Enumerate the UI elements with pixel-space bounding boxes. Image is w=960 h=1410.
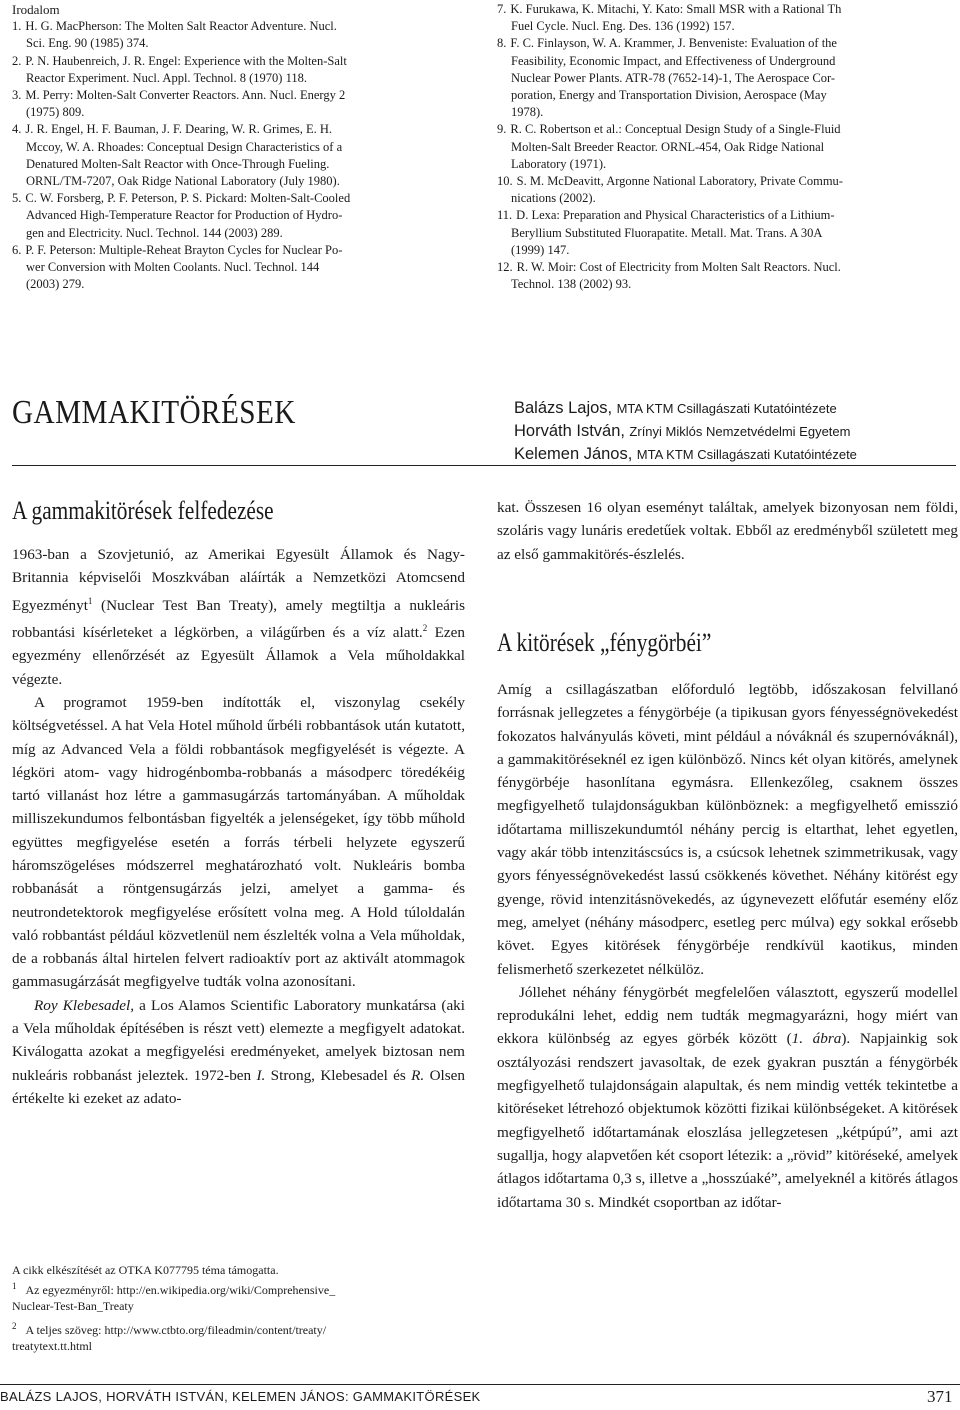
reference-item: [497, 121, 957, 173]
reference-text: Beryllium Substituted Fluorapatite. Metall. Mat. Trans. A 30A: [511, 225, 823, 240]
page-number: 371: [927, 1387, 953, 1406]
reference-item: [12, 18, 464, 52]
reference-number: 12.: [497, 260, 513, 275]
left-column-body: [12, 543, 465, 1110]
reference-text: F. C. Finlayson, W. A. Krammer, J. Benveniste: Evaluation of the: [510, 36, 837, 51]
reference-item: [12, 242, 464, 294]
reference-item: [497, 35, 957, 121]
reference-number: 3.: [12, 88, 22, 103]
reference-text: D. Lexa: Preparation and Physical Characteristics of a Lithium-: [516, 208, 835, 223]
footnotes: [12, 1262, 465, 1354]
reference-number: 4.: [12, 122, 22, 137]
reference-text: 1978).: [511, 105, 544, 120]
reference-text: (2003) 279.: [26, 277, 85, 292]
reference-text: R. C. Robertson et al.: Conceptual Design Study of a Single-Fluid: [510, 122, 841, 137]
reference-text: S. M. McDeavitt, Argonne National Laboratory, Private Commu-: [516, 174, 843, 189]
reference-number: 8.: [497, 36, 507, 51]
paragraph: Roy Klebesadel, a Los Alamos Scientific Laboratory munkatársa (aki a Vela műholdak építésében is részt vett) elemezte a megfigyelt adatokat. Kiválogatta azokat a megfigyelési eredményeket, amelyek biztosan nem nukleáris robbanást jeleztek. 1972-ben I. Strong, Klebesadel és R. Olsen értékelte ki ezeket az adato-: [12, 996, 465, 1107]
references-right: [497, 1, 957, 293]
footnote-1: $^1$ Az egyezményről: http://en.wikipedia.org/wiki/Comprehensive_: [12, 1281, 336, 1297]
reference-text: poration, Energy and Transportation Division, Aerospace (May: [511, 88, 827, 103]
reference-number: 2.: [12, 53, 22, 68]
footnote-ref-2[interactable]: 2: [422, 622, 428, 633]
reference-text: (1999) 147.: [511, 242, 570, 257]
footnote-2-cont: treatytext.tt.html: [12, 1339, 92, 1353]
reference-item: [497, 207, 957, 259]
reference-text: C. W. Forsberg, P. F. Peterson, P. S. Pickard: Molten-Salt-Cooled: [25, 191, 351, 206]
reference-number: 11.: [497, 208, 513, 223]
reference-number: 9.: [497, 122, 507, 137]
reference-text: H. G. MacPherson: The Molten Salt Reactor Adventure. Nucl.: [25, 19, 337, 34]
reference-text: P. N. Haubenreich, J. R. Engel: Experience with the Molten-Salt: [25, 53, 347, 68]
reference-text: K. Furukawa, K. Mitachi, Y. Kato: Small MSR with a Rational Th: [510, 2, 842, 16]
reference-text: wer Conversion with Molten Coolants. Nucl. Technol. 144: [26, 260, 320, 275]
footnote-funding: A cikk elkészítését az OTKA K077795 téma támogatta.: [12, 1263, 279, 1277]
reference-text: Technol. 138 (2002) 93.: [511, 277, 632, 292]
reference-text: Denatured Molten-Salt Reactor with Once-Through Fueling.: [26, 156, 330, 171]
reference-item: [12, 121, 464, 190]
reference-text: gen and Electricity. Nucl. Technol. 144 (2003) 289.: [26, 225, 283, 240]
reference-item: [497, 1, 957, 35]
reference-item: [12, 190, 464, 242]
reference-text: P. F. Peterson: Multiple-Reheat Brayton Cycles for Nuclear Po-: [25, 242, 343, 257]
paragraph: 1963-ban a Szovjetunió, az Amerikai Egyesült Államok és Nagy-Britannia képviselői Moszkvában aláírták a Nemzetközi Atomcsend Egyezményt$^1$ (Nuclear Test Ban Treaty), amely megtiltja a nukleáris robbantási kísérleteket a légkörben, a világűrben és a víz alatt.$^2$ Ezen egyezmény ellenőrzését az Egyesült Államok a Vela műholdakkal végezte.: [12, 546, 465, 688]
footnote-2: $^2$ A teljes szöveg: http://www.ctbto.org/fileadmin/content/treaty/: [12, 1321, 327, 1337]
reference-text: J. R. Engel, H. F. Bauman, J. F. Dearing, W. R. Grimes, E. H.: [25, 122, 333, 137]
references-heading: Irodalom: [12, 2, 60, 17]
reference-text: Feasibility, Economic Impact, and Effectiveness of Underground: [511, 53, 836, 68]
authors-block: [514, 397, 857, 466]
reference-number: 5.: [12, 191, 22, 206]
article-title: GAMMAKITÖRÉSEK: [12, 394, 296, 431]
reference-text: Laboratory (1971).: [511, 156, 607, 171]
footer-rule: [0, 1384, 960, 1385]
reference-text: Mccoy, W. A. Rhoades: Conceptual Design Characteristics of a: [26, 139, 343, 154]
footnote-ref-1[interactable]: 1: [87, 595, 93, 606]
paragraph: Amíg a csillagászatban előforduló legtöbb, időszakosan felvillanó forrásnak jellegzetes a fénygörbéje (a tipikusan gyors fényességnövekedést fokozatos halványulás követi, mint például a nóváknál és szupernóváknál), a gammakitöréseknél ez igen különböző. Nincs két olyan kitörés, amelynek fénygörbéje hasonlítana egymásra. Ellenkezőleg, csaknem összes megfigyelhető tulajdonságukban különböznek: a megfigyelhető emisszió időtartama milliszekundumtól néhány percig is eltarthat, lehet egyetlen, vagy akár több intenzitáscsúcs is, a csúcsok lehetnek szimmetrikusak, vagy gyors fényességnövekedést lassú csökkenés követhet. Néhány kitörést egy gyenge, rövid intenzitásnövekedés, az úgynevezett előfutár esemény előz meg, amelyet (néhány másodperc, esetleg perc múlva) egy sokkal erősebb követ. Egyes kitörések fénygörbéje rendkívül kaotikus, minden felismerhető szerkezetet nélkülöz.: [497, 681, 958, 978]
reference-text: R. W. Moir: Cost of Electricity from Molten Salt Reactors. Nucl.: [516, 260, 841, 275]
right-column-body: [497, 678, 958, 1214]
reference-item: [12, 53, 464, 87]
running-head: BALÁZS LAJOS, HORVÁTH ISTVÁN, KELEMEN JÁNOS: GAMMAKITÖRÉSEK: [0, 1389, 481, 1404]
reference-text: Fuel Cycle. Nucl. Eng. Des. 136 (1992) 157.: [511, 19, 735, 34]
reference-item: [497, 259, 957, 293]
reference-text: Molten-Salt Breeder Reactor. ORNL-454, Oak Ridge National: [511, 139, 825, 154]
section-heading-lightcurves: A kitörések „fénygörbéi”: [497, 628, 712, 657]
references-left: [12, 1, 464, 293]
reference-number: 1.: [12, 19, 22, 34]
footnote-1-cont: Nuclear-Test-Ban_Treaty: [12, 1299, 134, 1313]
paragraph: kat. Összesen 16 olyan eseményt találtak, amelyek bizonyosan nem földi, szoláris vagy lunáris eredetűek voltak. Ebből az eredményből született meg az első gammakitörés-észlelés.: [497, 499, 958, 563]
paragraph: Jóllehet néhány fénygörbét megfelelően választott, egyszerű modellel reprodukálni lehet, eddig nem tudták megmagyarázni, hogy miért van ekkora különbség az egyes görbék között (1. ábra). Napjainkig sok osztályozási rendszert javasoltak, de ezek gyakran pusztán a fénygörbék megfigyelhető tulajdonságain alapultak, és nem mindig vették tekintetbe a kitöréseket létrehozó objektumok közötti fizikai különbségeket. A kitörések megfigyelhető időtartamának eloszlása jellegzetesen „kétpúpú”, ami azt sugallja, hogy alapvetően két csoport létezik: a „rövid” kitöréseké, amelyek átlagos időtartama 0,3 s, illetve a „hosszúaké”, amelyeknél a kitörés átlagos időtartama 30 s. Mindkét csoportban az időtar-: [497, 983, 959, 1211]
paragraph: A programot 1959-ben indították el, viszonylag csekély költségvetéssel. A hat Vela Hotel műhold űrbéli robbantások után kutatott, míg az Advanced Vela a földi robbantások megfigyelését is végezte. A légköri atom- vagy hidrogénbomba-robbanás a másodperc töredékéig tartó villanást hoz létre a gammasugárzás tartományában. A műholdak milliszekundumos felbontásban figyelték a jelenségeket, így több műhold együttes megfigyelése esetén a forrás térbeli helyzete egyszerű háromszögeléses módszerrel meghatározható volt. Nukleáris bomba robbanását a röntgensugárzás jelzi, amelyet a gamma- és neutrondetektorok megfigyelése erősített volna meg. A Hold túloldalán való robbantást például közvetlenül nem észlelték volna a Vela műholdak, de a robbanás által hirtelen felvert radioaktív port az aktivált atommagok gammasugárzását megfigyelve tudták volna azonosítani.: [12, 693, 465, 991]
reference-number: 10.: [497, 174, 513, 189]
reference-text: Reactor Experiment. Nucl. Appl. Technol. 8 (1970) 118.: [26, 70, 308, 85]
reference-text: M. Perry: Molten-Salt Converter Reactors. Ann. Nucl. Energy 2: [25, 88, 346, 103]
author-1: Balázs Lajos, MTA KTM Csillagászati Kutatóintézete: [514, 399, 837, 417]
reference-number: 6.: [12, 242, 22, 257]
reference-text: Sci. Eng. 90 (1985) 374.: [26, 36, 149, 51]
author-3: Kelemen János, MTA KTM Csillagászati Kutatóintézete: [514, 445, 857, 463]
author-2: Horváth István, Zrínyi Miklós Nemzetvédelmi Egyetem: [514, 422, 851, 440]
section-heading-discovery: A gammakitörések felfedezése: [12, 496, 274, 525]
reference-item: [497, 173, 957, 207]
reference-text: Advanced High-Temperature Reactor for Production of Hydro-: [26, 208, 343, 223]
reference-text: nications (2002).: [511, 191, 596, 206]
figure-ref[interactable]: 1. ábra: [791, 1030, 842, 1048]
title-rule: [12, 465, 956, 466]
reference-text: Nuclear Power Plants. ATR-78 (7652-14)-1, The Aerospace Cor-: [511, 70, 836, 85]
right-column-top: [497, 496, 958, 566]
reference-text: ORNL/TM-7207, Oak Ridge National Laboratory (July 1980).: [26, 174, 340, 189]
reference-item: [12, 87, 464, 121]
reference-text: (1975) 809.: [26, 105, 85, 120]
reference-number: 7.: [497, 2, 507, 16]
